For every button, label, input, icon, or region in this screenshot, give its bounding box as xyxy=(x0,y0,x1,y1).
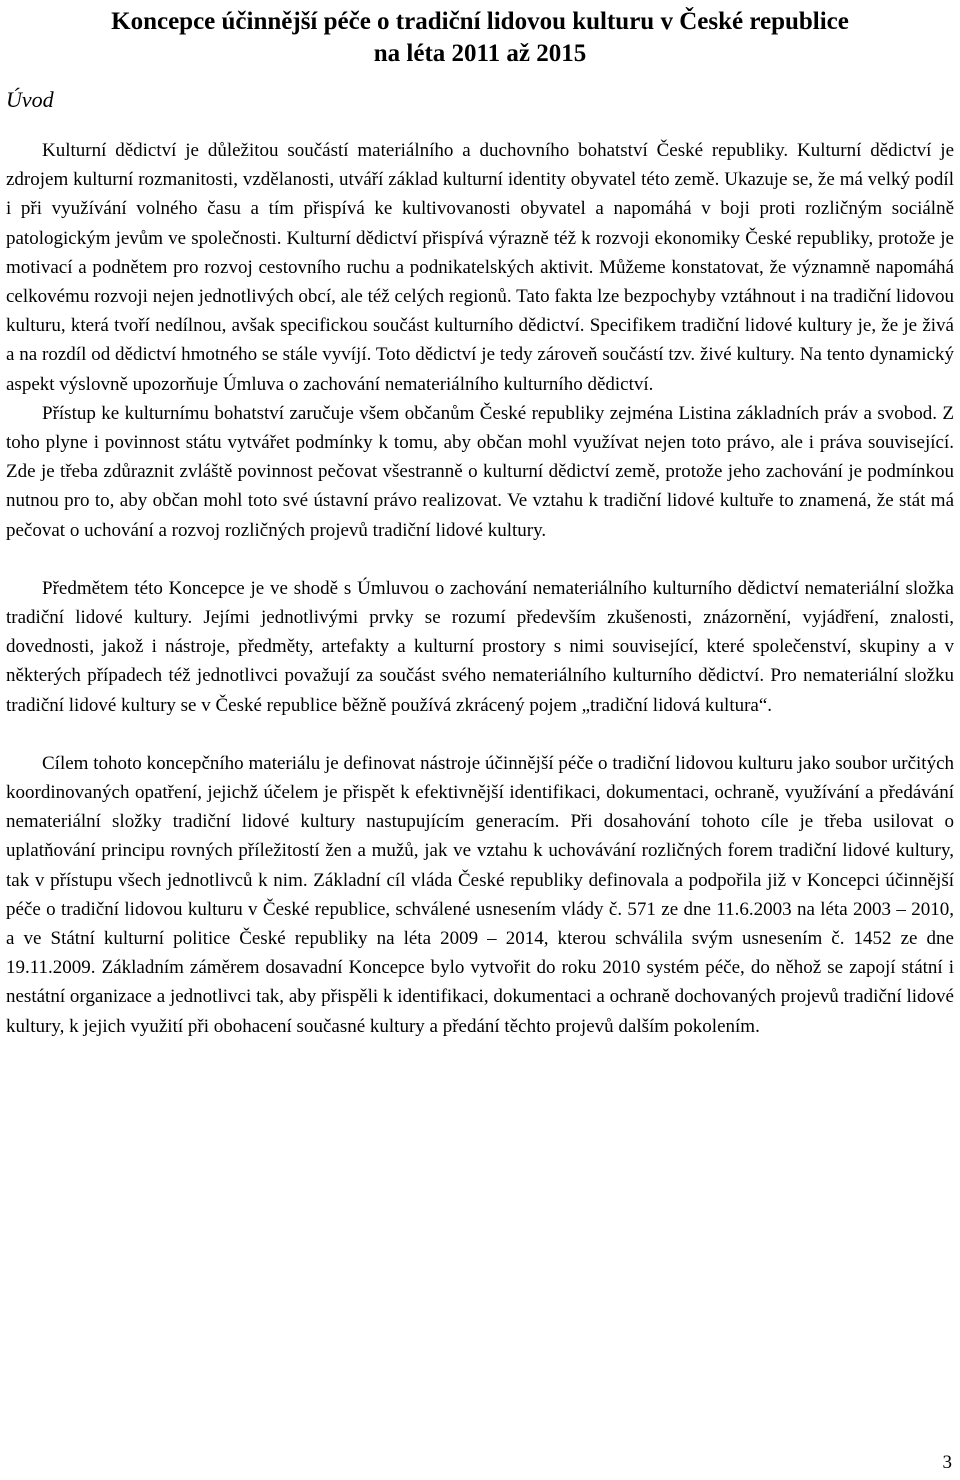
document-title xyxy=(6,6,954,70)
title-line-1: Koncepce účinnější péče o tradiční lidovou kulturu v České republice xyxy=(111,8,849,35)
paragraph-2: Přístup ke kulturnímu bohatství zaručuje všem občanům České republiky zejména Listina základních práv a svobod. Z toho plyne i povinnost státu vytvářet podmínky k tomu, aby občan mohl využívat nejen toto právo, ale i práva související. Zde je třeba zdůraznit zvláště povinnost pečovat všestranně o kulturní dědictví země, protože jeho zachování je podmínkou nutnou pro to, aby občan mohl toto své ústavní právo realizovat. Ve vztahu k tradiční lidové kultuře to znamená, že stát má pečovat o uchování a rozvoj rozličných projevů tradiční lidové kultury. xyxy=(6,402,954,541)
paragraph-3: Předmětem této Koncepce je ve shodě s Úmluvou o zachování nemateriálního kulturního dědictví nemateriální složka tradiční lidové kultury. Jejími jednotlivými prvky se rozumí především zkušenosti, znázornění, vyjádření, znalosti, dovednosti, jakož i nástroje, předměty, artefakty a kulturní prostory s nimi související, které společenství, skupiny a v některých případech též jednotlivci považují za součást svého nemateriálního kulturního dědictví. Pro nemateriální složku tradiční lidové kultury se v České republice běžně používá zkrácený pojem „tradiční lidová kultura“. xyxy=(6,577,954,716)
paragraph-1: Kulturní dědictví je důležitou součástí materiálního a duchovního bohatství České republiky. Kulturní dědictví je zdrojem kulturní rozmanitosti, vzdělanosti, utváří základ kulturní identity obyvatel této země. Ukazuje se, že má velký podíl i při využívání volného času a tím přispívá ke kultivovanosti obyvatel a napomáhá v boji proti rozličným sociálně patologickým jevům ve společnosti. Kulturní dědictví přispívá výrazně též k rozvoji ekonomiky České republiky, protože je motivací a podnětem pro rozvoj cestovního ruchu a podnikatelských aktivit. Můžeme konstatovat, že významně napomáhá celkovému rozvoji nejen jednotlivých obcí, ale též celých regionů. Tato fakta lze bezpochyby vztáhnout i na tradiční lidovou kulturu, která tvoří nedílnou, avšak specifickou součást kulturního dědictví. Specifikem tradiční lidové kultury je, že je živá a na rozdíl od dědictví hmotného se stále vyvíjí. Toto dědictví je tedy zároveň součástí tzv. živé kultury. Na tento dynamický aspekt výslovně upozorňuje Úmluva o zachování nemateriálního kulturního dědictví. xyxy=(6,140,954,395)
body-text xyxy=(6,136,954,1041)
paragraph-4: Cílem tohoto koncepčního materiálu je definovat nástroje účinnější péče o tradiční lidovou kulturu jako soubor určitých koordinovaných opatření, jejichž účelem je přispět k efektivnější identifikaci, dokumentaci, ochraně, využívání a předávání nemateriální složky tradiční lidové kultury nastupujícím generacím. Při dosahování tohoto cíle je třeba usilovat o uplatňování principu rovných příležitostí žen a mužů, jak ve vztahu k uchovávání rozličných forem tradiční lidové kultury, tak v přístupu všech jednotlivců k nim. Základní cíl vláda České republiky definovala a podpořila již v Koncepci účinnější péče o tradiční lidovou kulturu v České republice, schválené usnesením vlády č. 571 ze dne 11.6.2003 na léta 2003 – 2010, a ve Státní kulturní politice České republiky na léta 2009 – 2014, kterou schválila svým usnesením č. 1452 ze dne 19.11.2009. Základním záměrem dosavadní Koncepce bylo vytvořit do roku 2010 systém péče, do něhož se zapojí státní i nestátní organizace a jednotlivci tak, aby přispěli k identifikaci, dokumentaci a ochraně dochovaných projevů tradiční lidové kultury, k jejich využití při obohacení současné kultury a předání těchto projevů dalším pokolením. xyxy=(6,752,954,1037)
page-number: 3 xyxy=(942,1452,952,1473)
title-line-2: na léta 2011 až 2015 xyxy=(373,40,587,67)
section-heading: Úvod xyxy=(6,87,54,112)
